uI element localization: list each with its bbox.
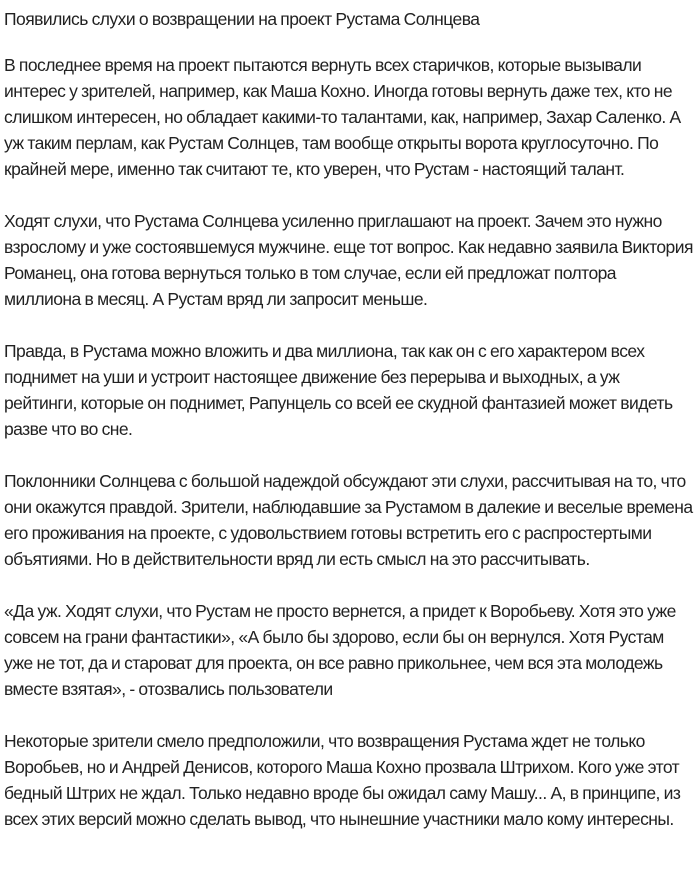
- article-paragraph-6: Некоторые зрители смело предположили, что возвращения Рустама ждет не только Воробьев, но и Андрей Денисов, которого Маша Кохно прозвала Штрихом. Кого уже этот бедный Штрих не ждал. Только недавно вроде бы ожидал саму Машу... А, в принципе, из всех этих версий можно сделать вывод, что нынешние участники мало кому интересны.: [4, 731, 681, 829]
- article-paragraph-2: Ходят слухи, что Рустама Солнцева усиленно приглашают на проект. Зачем это нужно взрослому и уже состоявшемуся мужчине. еще тот вопрос. Как недавно заявила Виктория Романец, она готова вернуться только в том случае, если ей предложат полтора миллиона в месяц. А Рустам вряд ли запросит меньше.: [4, 211, 693, 309]
- article-paragraph-5: «Да уж. Ходят слухи, что Рустам не просто вернется, а придет к Воробьеву. Хотя это уже совсем на грани фантастики», «А было бы здорово, если бы он вернулся. Хотя Рустам уже не тот, да и староват для проекта, он все равно прикольнее, чем вся эта молодежь вместе взятая», - отозвались пользователи: [4, 601, 676, 699]
- article-paragraph-1: В последнее время на проект пытаются вернуть всех старичков, которые вызывали интерес у зрителей, например, как Маша Кохно. Иногда готовы вернуть даже тех, кто не слишком интересен, но обладает какими-то талантами, как, например, Захар Саленко. А уж таким перлам, как Рустам Солнцев, там вообще открыты ворота круглосуточно. По крайней мере, именно так считают те, кто уверен, что Рустам - настоящий талант.: [4, 55, 681, 179]
- article-paragraph-3: Правда, в Рустама можно вложить и два миллиона, так как он с его характером всех поднимет на уши и устроит настоящее движение без перерыва и выходных, а уж рейтинги, которые он поднимет, Рапунцель со всей ее скудной фантазией может видеть разве что во сне.: [4, 341, 673, 439]
- article-paragraph-4: Поклонники Солнцева с большой надеждой обсуждают эти слухи, рассчитывая на то, что они окажутся правдой. Зрители, наблюдавшие за Рустамом в далекие и веселые времена его проживания на проекте, с удовольствием готовы встретить его с распростертыми объятиями. Но в действительности вряд ли есть смысл на это рассчитывать.: [4, 471, 693, 569]
- article-title: Появились слухи о возвращении на проект Рустама Солнцева: [4, 9, 480, 29]
